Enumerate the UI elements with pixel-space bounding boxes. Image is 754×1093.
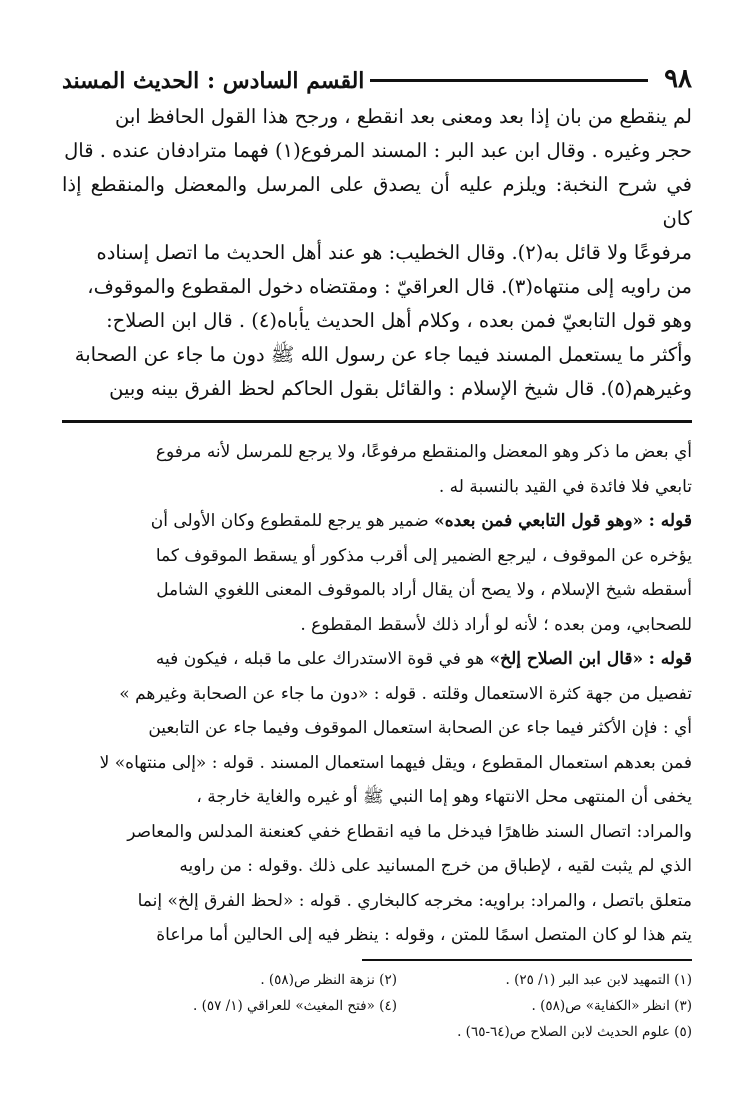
commentary-text: هو في قوة الاستدراك على ما قبله ، فيكون فيه (155, 649, 485, 669)
commentary-line (62, 506, 692, 537)
commentary-line: والمراد: اتصال السند ظاهرًا فيدخل ما فيه انقطاع خفي كعنعنة المدلس والمعاصر (127, 821, 692, 842)
commentary-quote: «وهو قول التابعي فمن بعده» (434, 511, 644, 531)
main-line: وغيرهم(٥). قال شيخ الإسلام : والقائل بقول الحاكم لحظ الفرق بينه وبين (109, 377, 692, 400)
commentary-text: ضمير هو يرجع للمقطوع وكان الأولى أن (150, 511, 429, 531)
commentary-quote: «قال ابن الصلاح إلخ» (489, 649, 644, 669)
footnote-3: (٣) انظر «الكفاية» ص(٥٨) . (531, 997, 692, 1014)
commentary-line: يخفى أن المنتهى محل الانتهاء وهو إما النبي ﷺ أو غيره والغاية خارجة ، (196, 787, 692, 807)
page-number: ٩٨ (664, 64, 692, 94)
running-head: القسم السادس : الحديث المسند (62, 68, 365, 94)
text-divider (62, 420, 692, 423)
main-line: في شرح النخبة: ويلزم عليه أن يصدق على المرسل والمعضل والمنقطع إذا كان (62, 173, 692, 230)
commentary-line: أي : فإن الأكثر فيما جاء عن الصحابة استعمال الموقوف وفيما جاء عن التابعين (148, 718, 692, 738)
commentary-line: تابعي فلا فائدة في القيد بالنسبة له . (438, 476, 692, 497)
main-line: وهو قول التابعيّ فمن بعده ، وكلام أهل الحديث يأباه(٤) . قال ابن الصلاح: (106, 309, 692, 332)
footnote-5: (٥) علوم الحديث لابن الصلاح ص(٦٤-٦٥) . (457, 1023, 692, 1040)
commentary-lead: قوله : (648, 649, 692, 669)
main-line: حجر وغيره . وقال ابن عبد البر : المسند المرفوع(١) فهما مترادفان عنده . قال (64, 139, 692, 162)
commentary-line: متعلق باتصل ، والمراد: براويه: مخرجه كالبخاري . قوله : «لحظ الفرق إلخ» إنما (137, 890, 692, 911)
footnote-2: (٢) نزهة النظر ص(٥٨) . (260, 971, 397, 988)
main-text (62, 100, 692, 406)
commentary-line: للصحابي، ومن بعده ؛ لأنه لو أراد ذلك لأسقط المقطوع . (300, 614, 692, 635)
main-line: وأكثر ما يستعمل المسند فيما جاء عن رسول الله ﷺ دون ما جاء عن الصحابة (74, 343, 692, 366)
footnote-row (62, 1019, 692, 1045)
footnote-1: (١) التمهيد لابن عبد البر (١/ ٢٥) . (505, 971, 692, 988)
commentary-line: أي بعض ما ذكر وهو المعضل والمنقطع مرفوعًا، ولا يرجع للمرسل لأنه مرفوع (155, 442, 692, 462)
commentary-lead: قوله : (648, 511, 692, 531)
page-header (62, 52, 692, 92)
footnote-row (62, 993, 692, 1019)
commentary-line (62, 644, 692, 675)
commentary-line: أسقطه شيخ الإسلام ، ولا يصح أن يقال أراد بالموقوف المعنى اللغوي الشامل (156, 580, 692, 600)
main-line: لم ينقطع من بان إذا بعد ومعنى بعد انقطع ، ورجح هذا القول الحافظ ابن (115, 105, 692, 128)
main-line: مرفوعًا ولا قائل به(٢). وقال الخطيب: هو عند أهل الحديث ما اتصل إسناده (96, 241, 692, 264)
commentary-line: يتم هذا لو كان المتصل اسمًا للمتن ، وقوله : ينظر فيه إلى الحالين أما مراعاة (156, 925, 692, 945)
commentary-line: الذي لم يثبت لقيه ، لإطباق من خرج المسانيد على ذلك .وقوله : من راويه (179, 856, 692, 876)
commentary-line: يؤخره عن الموقوف ، ليرجع الضمير إلى أقرب مذكور أو يسقط الموقوف كما (155, 545, 692, 566)
commentary-line: فمن بعدهم استعمال المقطوع ، ويقل فيهما استعمال المسند . قوله : «إلى منتهاه» لا (99, 752, 692, 773)
commentary-line: تفصيل من جهة كثرة الاستعمال وقلته . قوله : «دون ما جاء عن الصحابة وغيرهم » (119, 683, 692, 704)
footnotes (62, 967, 692, 1045)
commentary (62, 437, 692, 951)
header-rule (370, 79, 648, 82)
main-line: من راويه إلى منتهاه(٣). قال العراقيّ : ومقتضاه دخول المقطوع والموقوف، (87, 275, 692, 298)
footnote-row (62, 967, 692, 993)
footnote-4: (٤) «فتح المغيث» للعراقي (١/ ٥٧) . (192, 997, 397, 1014)
footnote-divider (362, 959, 692, 961)
